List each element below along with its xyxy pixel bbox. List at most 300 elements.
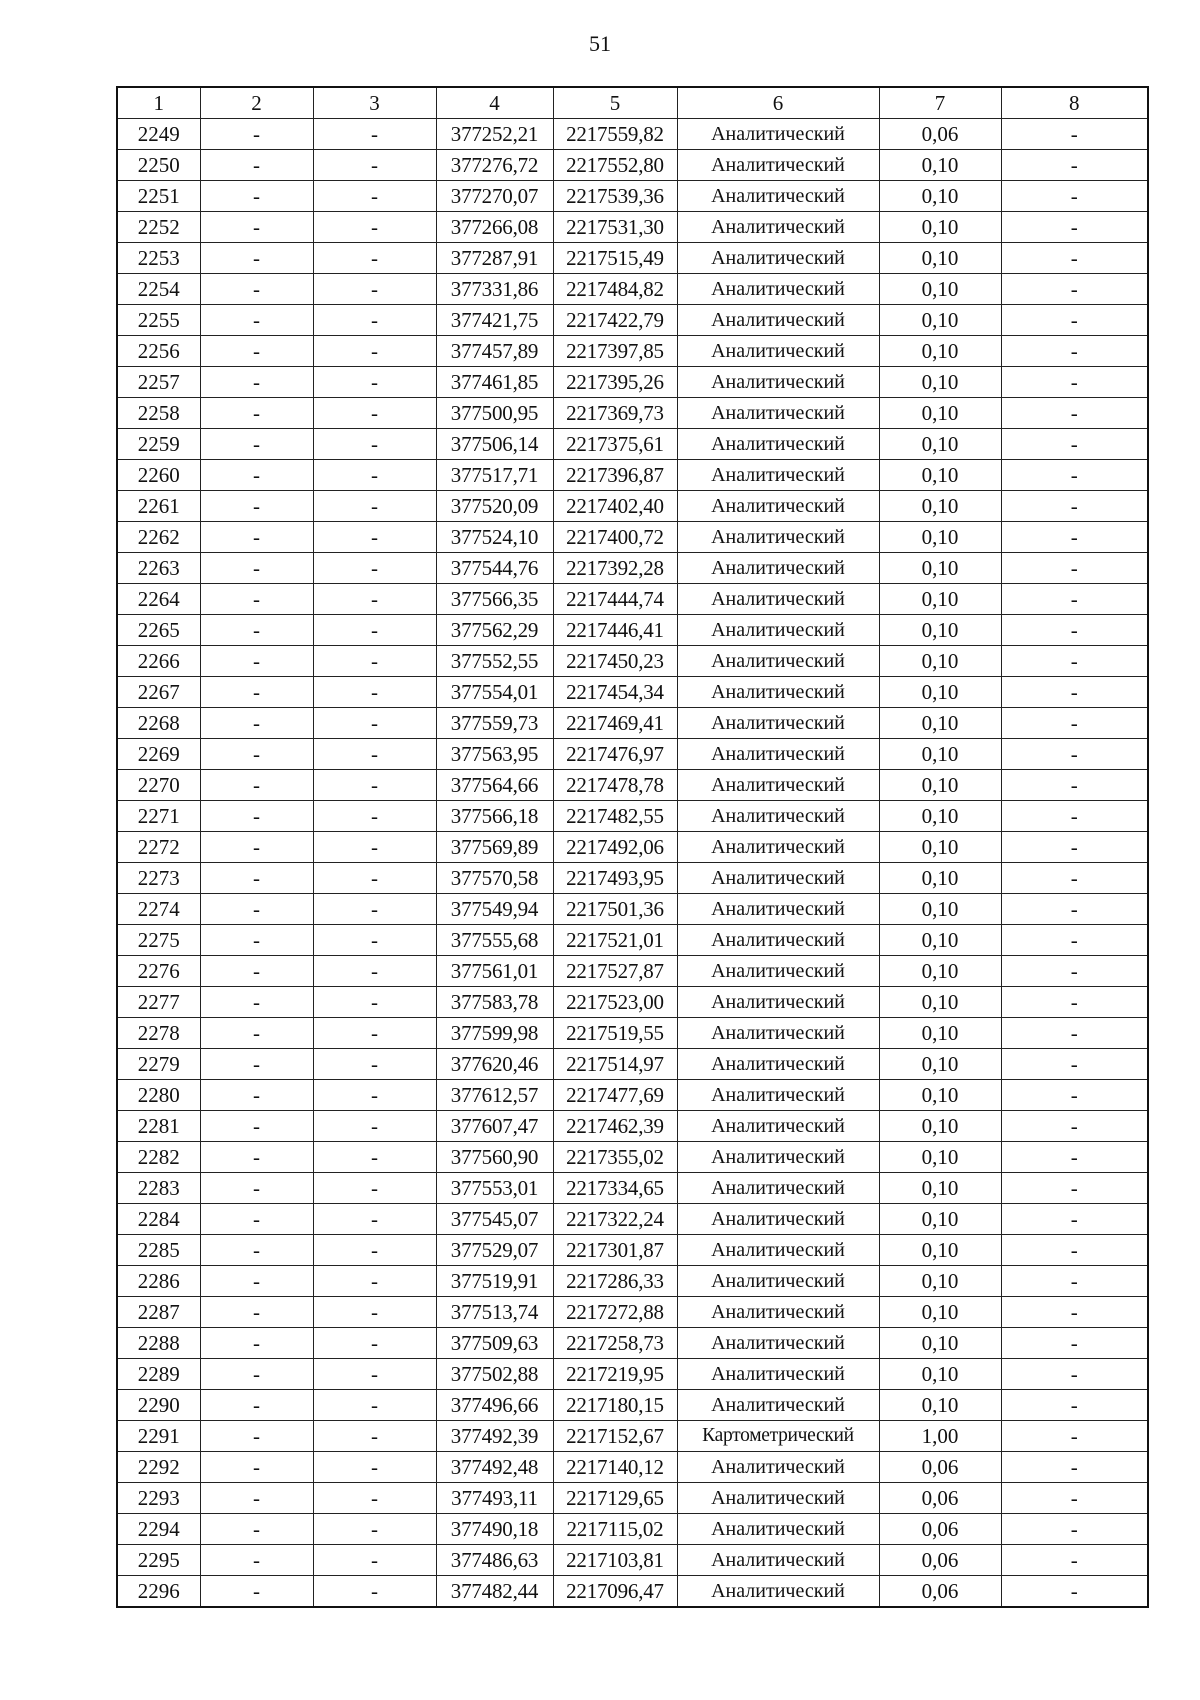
col2-cell: - — [200, 367, 313, 398]
x-coordinate-cell: 377583,78 — [436, 987, 553, 1018]
accuracy-cell: 0,10 — [879, 739, 1001, 770]
point-number-cell: 2293 — [117, 1483, 200, 1514]
y-coordinate-cell: 2217301,87 — [553, 1235, 677, 1266]
point-number-cell: 2277 — [117, 987, 200, 1018]
col3-cell: - — [313, 1545, 436, 1576]
coordinates-table — [116, 86, 1149, 1608]
table-row — [117, 1266, 1148, 1297]
page-number: 51 — [589, 31, 611, 56]
accuracy-cell: 0,10 — [879, 584, 1001, 615]
column-header: 4 — [436, 87, 553, 119]
point-number-cell: 2291 — [117, 1421, 200, 1452]
accuracy-cell: 0,06 — [879, 1514, 1001, 1545]
col3-cell: - — [313, 522, 436, 553]
table-row — [117, 739, 1148, 770]
y-coordinate-cell: 2217559,82 — [553, 119, 677, 150]
col8-cell: - — [1001, 1483, 1148, 1514]
col8-cell: - — [1001, 1266, 1148, 1297]
method-cell: Аналитический — [677, 1049, 879, 1080]
col8-cell: - — [1001, 1390, 1148, 1421]
method-cell: Аналитический — [677, 336, 879, 367]
col8-cell: - — [1001, 212, 1148, 243]
col2-cell: - — [200, 1111, 313, 1142]
col3-cell: - — [313, 894, 436, 925]
point-number-cell: 2274 — [117, 894, 200, 925]
x-coordinate-cell: 377607,47 — [436, 1111, 553, 1142]
method-cell: Аналитический — [677, 1111, 879, 1142]
table-row — [117, 1049, 1148, 1080]
y-coordinate-cell: 2217375,61 — [553, 429, 677, 460]
x-coordinate-cell: 377566,18 — [436, 801, 553, 832]
col3-cell: - — [313, 1576, 436, 1608]
col3-cell: - — [313, 615, 436, 646]
method-cell: Аналитический — [677, 1018, 879, 1049]
col2-cell: - — [200, 1483, 313, 1514]
x-coordinate-cell: 377457,89 — [436, 336, 553, 367]
col8-cell: - — [1001, 1359, 1148, 1390]
method-cell: Аналитический — [677, 1235, 879, 1266]
x-coordinate-cell: 377566,35 — [436, 584, 553, 615]
accuracy-cell: 0,10 — [879, 398, 1001, 429]
col8-cell: - — [1001, 1235, 1148, 1266]
y-coordinate-cell: 2217521,01 — [553, 925, 677, 956]
y-coordinate-cell: 2217334,65 — [553, 1173, 677, 1204]
y-coordinate-cell: 2217446,41 — [553, 615, 677, 646]
table-row — [117, 212, 1148, 243]
y-coordinate-cell: 2217272,88 — [553, 1297, 677, 1328]
y-coordinate-cell: 2217484,82 — [553, 274, 677, 305]
col2-cell: - — [200, 1576, 313, 1608]
col3-cell: - — [313, 274, 436, 305]
table-row — [117, 1576, 1148, 1608]
col3-cell: - — [313, 1142, 436, 1173]
method-cell: Аналитический — [677, 491, 879, 522]
y-coordinate-cell: 2217355,02 — [553, 1142, 677, 1173]
col3-cell: - — [313, 553, 436, 584]
method-cell: Аналитический — [677, 305, 879, 336]
y-coordinate-cell: 2217258,73 — [553, 1328, 677, 1359]
accuracy-cell: 0,10 — [879, 832, 1001, 863]
point-number-cell: 2270 — [117, 770, 200, 801]
table-row — [117, 615, 1148, 646]
col2-cell: - — [200, 1204, 313, 1235]
col3-cell: - — [313, 1421, 436, 1452]
col8-cell: - — [1001, 274, 1148, 305]
y-coordinate-cell: 2217115,02 — [553, 1514, 677, 1545]
y-coordinate-cell: 2217392,28 — [553, 553, 677, 584]
y-coordinate-cell: 2217444,74 — [553, 584, 677, 615]
accuracy-cell: 0,10 — [879, 553, 1001, 584]
point-number-cell: 2276 — [117, 956, 200, 987]
table-row — [117, 522, 1148, 553]
table-row — [117, 677, 1148, 708]
col8-cell: - — [1001, 1545, 1148, 1576]
accuracy-cell: 0,10 — [879, 925, 1001, 956]
accuracy-cell: 0,10 — [879, 770, 1001, 801]
x-coordinate-cell: 377252,21 — [436, 119, 553, 150]
accuracy-cell: 0,10 — [879, 243, 1001, 274]
col8-cell: - — [1001, 553, 1148, 584]
y-coordinate-cell: 2217454,34 — [553, 677, 677, 708]
col8-cell: - — [1001, 708, 1148, 739]
col3-cell: - — [313, 1018, 436, 1049]
table-row — [117, 429, 1148, 460]
accuracy-cell: 0,10 — [879, 894, 1001, 925]
col8-cell: - — [1001, 491, 1148, 522]
col2-cell: - — [200, 1266, 313, 1297]
col8-cell: - — [1001, 1142, 1148, 1173]
col2-cell: - — [200, 553, 313, 584]
col3-cell: - — [313, 708, 436, 739]
point-number-cell: 2251 — [117, 181, 200, 212]
accuracy-cell: 0,10 — [879, 863, 1001, 894]
x-coordinate-cell: 377599,98 — [436, 1018, 553, 1049]
col2-cell: - — [200, 336, 313, 367]
col8-cell: - — [1001, 522, 1148, 553]
col3-cell: - — [313, 305, 436, 336]
col2-cell: - — [200, 646, 313, 677]
col8-cell: - — [1001, 584, 1148, 615]
col2-cell: - — [200, 1359, 313, 1390]
x-coordinate-cell: 377482,44 — [436, 1576, 553, 1608]
point-number-cell: 2288 — [117, 1328, 200, 1359]
point-number-cell: 2249 — [117, 119, 200, 150]
col8-cell: - — [1001, 1421, 1148, 1452]
col3-cell: - — [313, 336, 436, 367]
col8-cell: - — [1001, 801, 1148, 832]
col8-cell: - — [1001, 987, 1148, 1018]
col3-cell: - — [313, 677, 436, 708]
col8-cell: - — [1001, 1080, 1148, 1111]
x-coordinate-cell: 377509,63 — [436, 1328, 553, 1359]
y-coordinate-cell: 2217462,39 — [553, 1111, 677, 1142]
accuracy-cell: 0,10 — [879, 1111, 1001, 1142]
method-cell: Аналитический — [677, 460, 879, 491]
col3-cell: - — [313, 243, 436, 274]
method-cell: Аналитический — [677, 1080, 879, 1111]
col3-cell: - — [313, 150, 436, 181]
method-cell: Аналитический — [677, 584, 879, 615]
col8-cell: - — [1001, 336, 1148, 367]
col2-cell: - — [200, 1173, 313, 1204]
accuracy-cell: 0,10 — [879, 1018, 1001, 1049]
col8-cell: - — [1001, 429, 1148, 460]
col3-cell: - — [313, 956, 436, 987]
col3-cell: - — [313, 1390, 436, 1421]
x-coordinate-cell: 377570,58 — [436, 863, 553, 894]
method-cell: Аналитический — [677, 615, 879, 646]
table-row — [117, 305, 1148, 336]
point-number-cell: 2285 — [117, 1235, 200, 1266]
point-number-cell: 2296 — [117, 1576, 200, 1608]
point-number-cell: 2262 — [117, 522, 200, 553]
x-coordinate-cell: 377545,07 — [436, 1204, 553, 1235]
y-coordinate-cell: 2217476,97 — [553, 739, 677, 770]
x-coordinate-cell: 377559,73 — [436, 708, 553, 739]
accuracy-cell: 0,10 — [879, 305, 1001, 336]
col2-cell: - — [200, 398, 313, 429]
x-coordinate-cell: 377519,91 — [436, 1266, 553, 1297]
y-coordinate-cell: 2217396,87 — [553, 460, 677, 491]
table-row — [117, 243, 1148, 274]
table-row — [117, 1235, 1148, 1266]
table-row — [117, 956, 1148, 987]
col2-cell: - — [200, 677, 313, 708]
y-coordinate-cell: 2217478,78 — [553, 770, 677, 801]
accuracy-cell: 0,10 — [879, 460, 1001, 491]
table-row — [117, 1390, 1148, 1421]
col3-cell: - — [313, 1080, 436, 1111]
y-coordinate-cell: 2217322,24 — [553, 1204, 677, 1235]
x-coordinate-cell: 377496,66 — [436, 1390, 553, 1421]
table-row — [117, 274, 1148, 305]
col3-cell: - — [313, 1452, 436, 1483]
col8-cell: - — [1001, 1514, 1148, 1545]
point-number-cell: 2281 — [117, 1111, 200, 1142]
point-number-cell: 2287 — [117, 1297, 200, 1328]
x-coordinate-cell: 377513,74 — [436, 1297, 553, 1328]
col2-cell: - — [200, 274, 313, 305]
accuracy-cell: 0,10 — [879, 274, 1001, 305]
y-coordinate-cell: 2217477,69 — [553, 1080, 677, 1111]
method-cell: Аналитический — [677, 1483, 879, 1514]
col3-cell: - — [313, 1173, 436, 1204]
table-row — [117, 1483, 1148, 1514]
col8-cell: - — [1001, 119, 1148, 150]
point-number-cell: 2255 — [117, 305, 200, 336]
table-row — [117, 987, 1148, 1018]
accuracy-cell: 0,10 — [879, 677, 1001, 708]
x-coordinate-cell: 377549,94 — [436, 894, 553, 925]
y-coordinate-cell: 2217492,06 — [553, 832, 677, 863]
y-coordinate-cell: 2217129,65 — [553, 1483, 677, 1514]
method-cell: Аналитический — [677, 522, 879, 553]
table-row — [117, 708, 1148, 739]
point-number-cell: 2264 — [117, 584, 200, 615]
x-coordinate-cell: 377287,91 — [436, 243, 553, 274]
y-coordinate-cell: 2217180,15 — [553, 1390, 677, 1421]
accuracy-cell: 0,10 — [879, 1235, 1001, 1266]
col3-cell: - — [313, 1049, 436, 1080]
point-number-cell: 2266 — [117, 646, 200, 677]
method-cell: Аналитический — [677, 119, 879, 150]
col2-cell: - — [200, 181, 313, 212]
table-row — [117, 1297, 1148, 1328]
y-coordinate-cell: 2217152,67 — [553, 1421, 677, 1452]
x-coordinate-cell: 377569,89 — [436, 832, 553, 863]
col3-cell: - — [313, 491, 436, 522]
y-coordinate-cell: 2217539,36 — [553, 181, 677, 212]
col8-cell: - — [1001, 863, 1148, 894]
method-cell: Аналитический — [677, 925, 879, 956]
col2-cell: - — [200, 1235, 313, 1266]
col8-cell: - — [1001, 646, 1148, 677]
y-coordinate-cell: 2217469,41 — [553, 708, 677, 739]
col3-cell: - — [313, 987, 436, 1018]
col2-cell: - — [200, 1297, 313, 1328]
x-coordinate-cell: 377529,07 — [436, 1235, 553, 1266]
col3-cell: - — [313, 1514, 436, 1545]
col2-cell: - — [200, 243, 313, 274]
col2-cell: - — [200, 1421, 313, 1452]
col8-cell: - — [1001, 1049, 1148, 1080]
col3-cell: - — [313, 181, 436, 212]
method-cell: Аналитический — [677, 1359, 879, 1390]
x-coordinate-cell: 377555,68 — [436, 925, 553, 956]
accuracy-cell: 0,10 — [879, 1142, 1001, 1173]
table-row — [117, 119, 1148, 150]
method-cell: Аналитический — [677, 1576, 879, 1608]
method-cell: Аналитический — [677, 1204, 879, 1235]
y-coordinate-cell: 2217219,95 — [553, 1359, 677, 1390]
accuracy-cell: 1,00 — [879, 1421, 1001, 1452]
accuracy-cell: 0,06 — [879, 1483, 1001, 1514]
point-number-cell: 2268 — [117, 708, 200, 739]
method-cell: Аналитический — [677, 739, 879, 770]
point-number-cell: 2260 — [117, 460, 200, 491]
col3-cell: - — [313, 398, 436, 429]
x-coordinate-cell: 377493,11 — [436, 1483, 553, 1514]
col2-cell: - — [200, 739, 313, 770]
col3-cell: - — [313, 1297, 436, 1328]
point-number-cell: 2253 — [117, 243, 200, 274]
col8-cell: - — [1001, 181, 1148, 212]
col3-cell: - — [313, 119, 436, 150]
accuracy-cell: 0,10 — [879, 1359, 1001, 1390]
y-coordinate-cell: 2217531,30 — [553, 212, 677, 243]
table-row — [117, 398, 1148, 429]
accuracy-cell: 0,10 — [879, 522, 1001, 553]
x-coordinate-cell: 377490,18 — [436, 1514, 553, 1545]
x-coordinate-cell: 377486,63 — [436, 1545, 553, 1576]
col8-cell: - — [1001, 1173, 1148, 1204]
y-coordinate-cell: 2217140,12 — [553, 1452, 677, 1483]
x-coordinate-cell: 377492,39 — [436, 1421, 553, 1452]
col8-cell: - — [1001, 925, 1148, 956]
method-cell: Аналитический — [677, 1328, 879, 1359]
column-header: 6 — [677, 87, 879, 119]
y-coordinate-cell: 2217103,81 — [553, 1545, 677, 1576]
column-header: 3 — [313, 87, 436, 119]
method-cell: Аналитический — [677, 987, 879, 1018]
col8-cell: - — [1001, 398, 1148, 429]
x-coordinate-cell: 377270,07 — [436, 181, 553, 212]
method-cell: Аналитический — [677, 1390, 879, 1421]
x-coordinate-cell: 377266,08 — [436, 212, 553, 243]
point-number-cell: 2286 — [117, 1266, 200, 1297]
y-coordinate-cell: 2217523,00 — [553, 987, 677, 1018]
accuracy-cell: 0,10 — [879, 1049, 1001, 1080]
table-row — [117, 336, 1148, 367]
y-coordinate-cell: 2217514,97 — [553, 1049, 677, 1080]
table-row — [117, 1514, 1148, 1545]
col2-cell: - — [200, 894, 313, 925]
accuracy-cell: 0,10 — [879, 1328, 1001, 1359]
x-coordinate-cell: 377563,95 — [436, 739, 553, 770]
table-row — [117, 894, 1148, 925]
col8-cell: - — [1001, 367, 1148, 398]
col2-cell: - — [200, 522, 313, 553]
point-number-cell: 2263 — [117, 553, 200, 584]
method-cell: Аналитический — [677, 894, 879, 925]
col8-cell: - — [1001, 1297, 1148, 1328]
col3-cell: - — [313, 739, 436, 770]
col2-cell: - — [200, 1545, 313, 1576]
x-coordinate-cell: 377544,76 — [436, 553, 553, 584]
x-coordinate-cell: 377506,14 — [436, 429, 553, 460]
table-row — [117, 150, 1148, 181]
y-coordinate-cell: 2217422,79 — [553, 305, 677, 336]
table-row — [117, 1545, 1148, 1576]
x-coordinate-cell: 377552,55 — [436, 646, 553, 677]
column-header: 5 — [553, 87, 677, 119]
accuracy-cell: 0,10 — [879, 615, 1001, 646]
col2-cell: - — [200, 212, 313, 243]
table-row — [117, 1204, 1148, 1235]
col8-cell: - — [1001, 1018, 1148, 1049]
col2-cell: - — [200, 615, 313, 646]
table-row — [117, 646, 1148, 677]
x-coordinate-cell: 377276,72 — [436, 150, 553, 181]
accuracy-cell: 0,10 — [879, 1080, 1001, 1111]
method-cell: Аналитический — [677, 367, 879, 398]
col2-cell: - — [200, 1049, 313, 1080]
col8-cell: - — [1001, 739, 1148, 770]
method-cell: Аналитический — [677, 212, 879, 243]
col2-cell: - — [200, 1514, 313, 1545]
point-number-cell: 2289 — [117, 1359, 200, 1390]
x-coordinate-cell: 377564,66 — [436, 770, 553, 801]
point-number-cell: 2273 — [117, 863, 200, 894]
col3-cell: - — [313, 1359, 436, 1390]
column-header: 7 — [879, 87, 1001, 119]
col3-cell: - — [313, 1111, 436, 1142]
method-cell: Аналитический — [677, 1173, 879, 1204]
point-number-cell: 2259 — [117, 429, 200, 460]
method-cell: Аналитический — [677, 1266, 879, 1297]
x-coordinate-cell: 377561,01 — [436, 956, 553, 987]
col2-cell: - — [200, 832, 313, 863]
point-number-cell: 2250 — [117, 150, 200, 181]
table-row — [117, 553, 1148, 584]
col3-cell: - — [313, 770, 436, 801]
point-number-cell: 2295 — [117, 1545, 200, 1576]
col2-cell: - — [200, 119, 313, 150]
x-coordinate-cell: 377553,01 — [436, 1173, 553, 1204]
x-coordinate-cell: 377492,48 — [436, 1452, 553, 1483]
col8-cell: - — [1001, 243, 1148, 274]
col2-cell: - — [200, 708, 313, 739]
col2-cell: - — [200, 987, 313, 1018]
col2-cell: - — [200, 925, 313, 956]
col3-cell: - — [313, 367, 436, 398]
col8-cell: - — [1001, 615, 1148, 646]
method-cell: Аналитический — [677, 863, 879, 894]
y-coordinate-cell: 2217552,80 — [553, 150, 677, 181]
col3-cell: - — [313, 646, 436, 677]
x-coordinate-cell: 377517,71 — [436, 460, 553, 491]
column-header: 1 — [117, 87, 200, 119]
method-cell: Аналитический — [677, 181, 879, 212]
y-coordinate-cell: 2217369,73 — [553, 398, 677, 429]
col8-cell: - — [1001, 1576, 1148, 1608]
col2-cell: - — [200, 1390, 313, 1421]
column-header: 2 — [200, 87, 313, 119]
x-coordinate-cell: 377612,57 — [436, 1080, 553, 1111]
x-coordinate-cell: 377554,01 — [436, 677, 553, 708]
col8-cell: - — [1001, 894, 1148, 925]
y-coordinate-cell: 2217493,95 — [553, 863, 677, 894]
